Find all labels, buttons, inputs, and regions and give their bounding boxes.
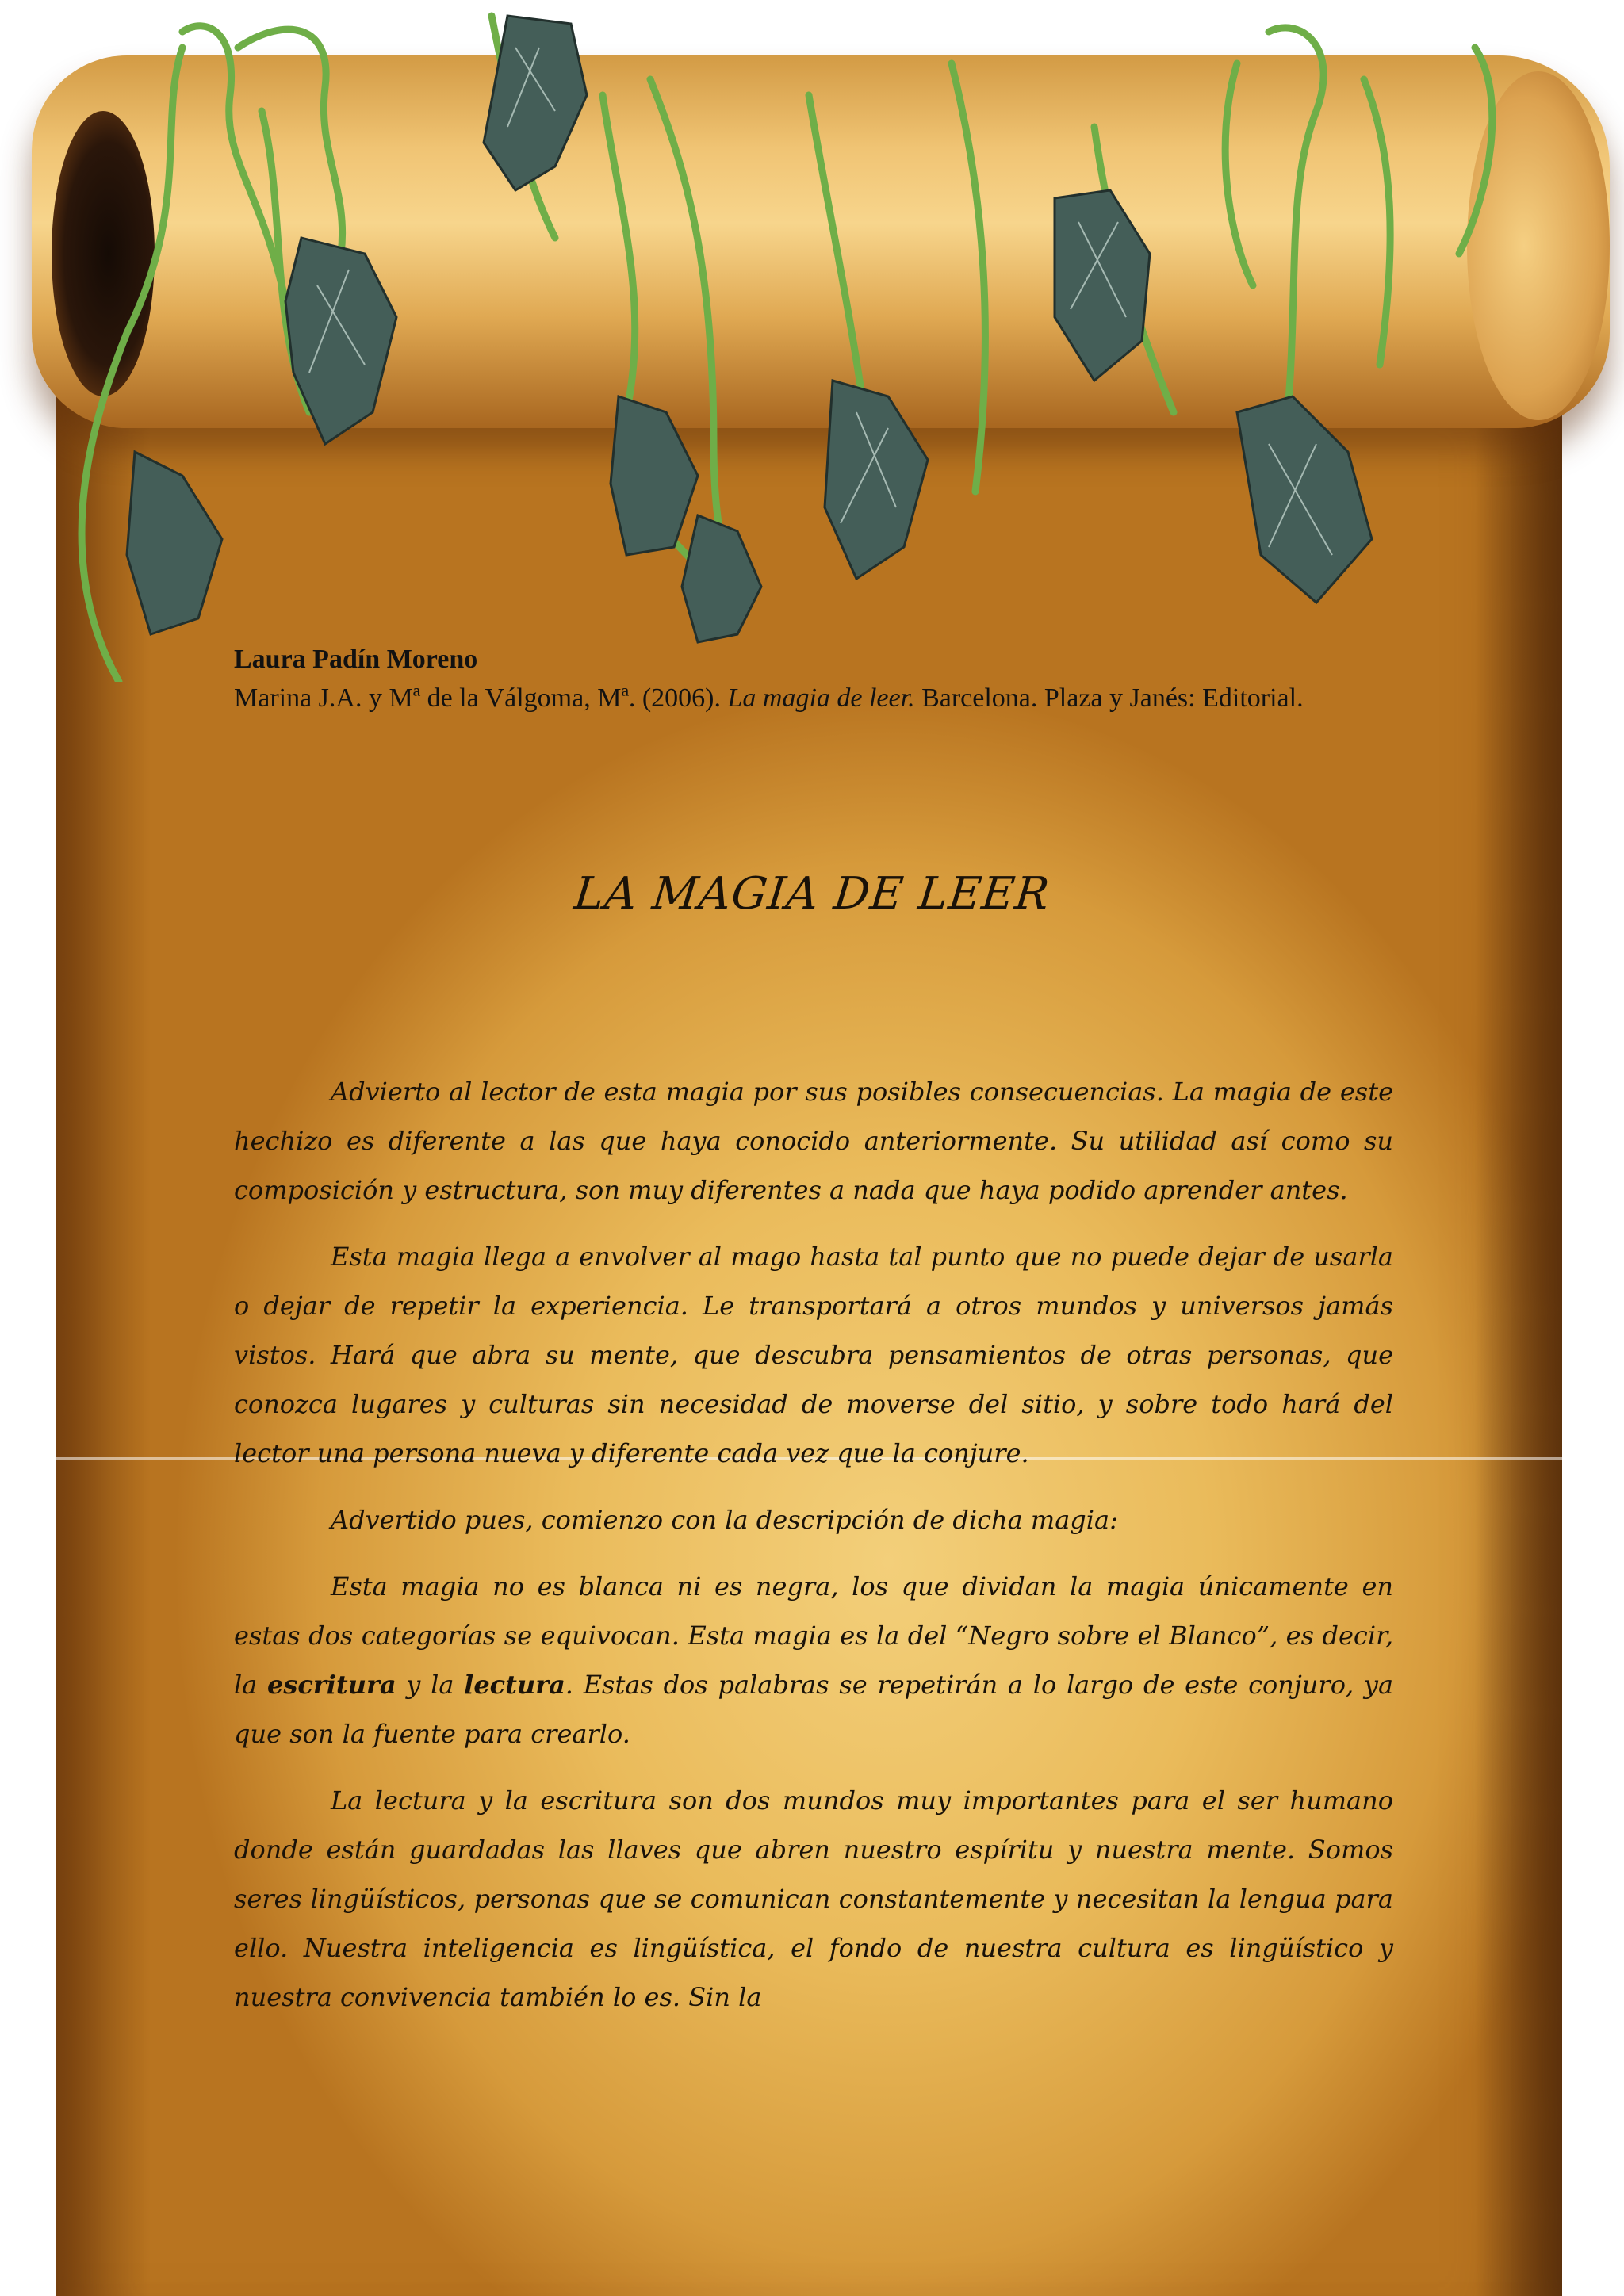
keyword-lectura: lectura	[464, 1670, 565, 1700]
citation-authors: Marina J.A. y Mª de la Válgoma, Mª. (2006).	[234, 683, 728, 713]
paragraph-4-text-a: Esta magia no es blanca ni es negra, los que dividan la magia únicamente en estas dos categorías se equivocan. Esta magia es la del “Negro sobre el Blanco”, es decir, la	[234, 1571, 1393, 1700]
author-name: Laura Padín Moreno	[234, 645, 478, 674]
paragraph-5: La lectura y la escritura son dos mundos muy importantes para el ser humano donde están guardadas las llaves que abren nuestro espíritu y nuestra mente. Somos seres lingüísticos, personas que se comunican constantemente y necesitan la lengua para ello. Nuestra inteligencia es lingüística, el fondo de nuestra cultura es lingüístico y nuestra convivencia también lo es. Sin la	[234, 1785, 1393, 2012]
paragraph-4	[234, 1562, 1393, 1758]
paragraph-1: Advierto al lector de esta magia por sus posibles consecuencias. La magia de este hechizo es diferente a las que haya conocido anteriormente. Su utilidad así como su composición y estructura, son muy diferentes a nada que haya podido aprender antes.	[234, 1077, 1393, 1205]
paragraph-3: Advertido pues, comienzo con la descripción de dicha magia:	[331, 1505, 1118, 1535]
ivy-vine-illustration	[0, 0, 1624, 682]
document-title: LA MAGIA DE LEER	[572, 868, 1052, 920]
citation-publisher: Barcelona. Plaza y Janés: Editorial.	[914, 683, 1304, 713]
paragraph-4-text-c: . Estas dos palabras se repetirán a lo largo de este conjuro, ya que son la fuente para crearlo.	[234, 1670, 1394, 1749]
paragraph-2: Esta magia llega a envolver al mago hasta tal punto que no puede dejar de usarla o dejar de repetir la experiencia. Le transportará a otros mundos y universos jamás vistos. Hará que abra su mente, que descubra pensamientos de otras personas, que conozca lugares y culturas sin necesidad de moverse del sitio, y sobre todo hará del lector una persona nueva y diferente cada vez que la conjure.	[234, 1242, 1393, 1468]
body-text	[234, 1067, 1393, 2039]
keyword-escritura: escritura	[267, 1670, 396, 1700]
bibliographic-citation	[234, 679, 1393, 718]
paragraph-4-text-b: y la	[396, 1670, 465, 1700]
citation-book-title: La magia de leer.	[727, 683, 915, 713]
